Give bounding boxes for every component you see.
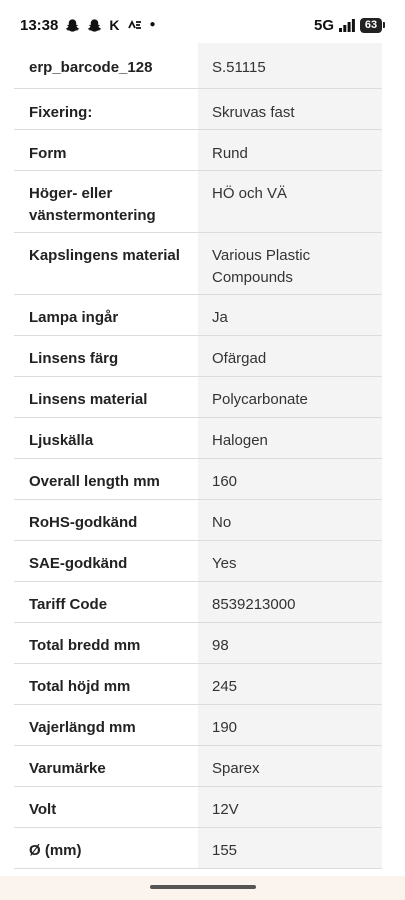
spec-value: 98 <box>198 623 382 663</box>
spec-label: Form <box>14 130 198 170</box>
spec-value: S.51115 <box>198 43 382 88</box>
spec-label: Linsens färg <box>14 336 198 376</box>
spec-label: Ø (mm) <box>14 828 198 868</box>
spec-label: Höger- eller vänstermontering <box>14 171 198 232</box>
battery-level: 63 <box>360 18 382 33</box>
spec-row <box>14 130 382 171</box>
network-type: 5G <box>313 16 334 34</box>
spec-value: 190 <box>198 705 382 745</box>
spec-row <box>14 459 382 500</box>
spec-value: Halogen <box>198 418 382 458</box>
spec-label: Fixering: <box>14 89 198 129</box>
spec-value: Ja <box>198 295 382 335</box>
battery-tip <box>383 22 385 28</box>
status-right <box>314 17 385 34</box>
spec-label: Total höjd mm <box>14 664 198 704</box>
spec-row <box>14 541 382 582</box>
spec-row <box>14 418 382 459</box>
spec-value: Skruvas fast <box>198 89 382 129</box>
spec-row <box>14 171 382 233</box>
spec-value: 12V <box>198 787 382 827</box>
spec-row <box>14 705 382 746</box>
snapchat-icon <box>65 18 80 33</box>
status-time: 13:38 <box>20 16 59 34</box>
spec-value: Various Plastic Compounds <box>198 233 382 294</box>
spec-label: Overall length mm <box>14 459 198 499</box>
home-indicator[interactable] <box>150 885 256 889</box>
spec-label: Tariff Code <box>14 582 198 622</box>
spec-value: Yes <box>198 541 382 581</box>
spec-row <box>14 582 382 623</box>
spec-row <box>14 43 382 89</box>
spec-row <box>14 664 382 705</box>
spec-label: SAE-godkänd <box>14 541 198 581</box>
spec-row <box>14 828 382 869</box>
spec-row <box>14 233 382 295</box>
spec-row <box>14 295 382 336</box>
spec-label: Lampa ingår <box>14 295 198 335</box>
spec-value: Rund <box>198 130 382 170</box>
sr-app-icon <box>127 19 143 31</box>
battery-icon <box>360 18 385 33</box>
spec-label: Vajerlängd mm <box>14 705 198 745</box>
k-app-icon: K <box>109 17 120 33</box>
spec-row <box>14 500 382 541</box>
spec-value: Sparex <box>198 746 382 786</box>
spec-label: erp_barcode_128 <box>14 43 198 88</box>
spec-row <box>14 89 382 130</box>
status-left <box>20 17 156 34</box>
spec-value: 8539213000 <box>198 582 382 622</box>
spec-label: Total bredd mm <box>14 623 198 663</box>
spec-value: Ofärgad <box>198 336 382 376</box>
snapchat-icon <box>87 18 102 33</box>
spec-label: Linsens material <box>14 377 198 417</box>
spec-row <box>14 623 382 664</box>
spec-label: RoHS-godkänd <box>14 500 198 540</box>
spec-value: No <box>198 500 382 540</box>
spec-row <box>14 336 382 377</box>
spec-value: HÖ och VÄ <box>198 171 382 232</box>
spec-value: 160 <box>198 459 382 499</box>
spec-value: 245 <box>198 664 382 704</box>
spec-label: Volt <box>14 787 198 827</box>
spec-label: Kapslingens material <box>14 233 198 294</box>
spec-table <box>14 43 382 869</box>
spec-value: Polycarbonate <box>198 377 382 417</box>
spec-row <box>14 377 382 418</box>
signal-icon <box>339 19 355 32</box>
notification-dot-icon: ● <box>149 19 156 30</box>
spec-row <box>14 746 382 787</box>
spec-label: Ljuskälla <box>14 418 198 458</box>
spec-row <box>14 787 382 828</box>
spec-label: Varumärke <box>14 746 198 786</box>
spec-value: 155 <box>198 828 382 868</box>
